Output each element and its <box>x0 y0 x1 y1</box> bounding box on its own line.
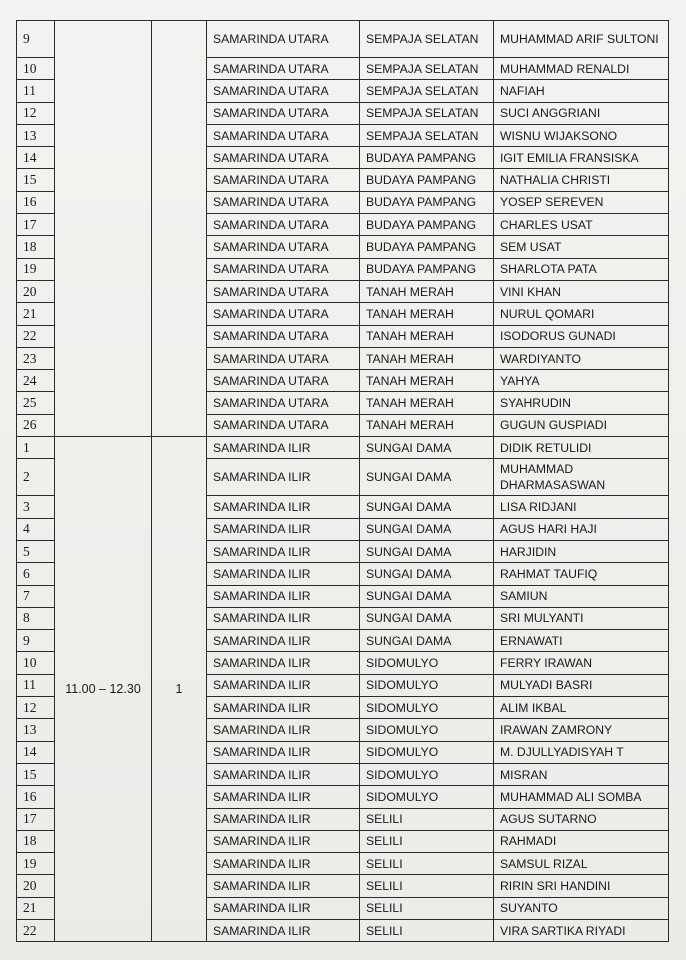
kelurahan-cell: TANAH MERAH <box>360 370 494 392</box>
kecamatan-cell: SAMARINDA UTARA <box>207 347 360 369</box>
kelurahan-cell: SIDOMULYO <box>360 763 494 785</box>
participant-name-cell: IRAWAN ZAMRONY <box>494 719 669 741</box>
kelurahan-cell: SELILI <box>360 853 494 875</box>
kelurahan-cell: SUNGAI DAMA <box>360 518 494 540</box>
row-number-cell: 20 <box>17 875 55 897</box>
row-number-cell: 26 <box>17 414 55 436</box>
kecamatan-cell: SAMARINDA ILIR <box>207 585 360 607</box>
participant-table <box>16 20 669 942</box>
participant-table-body <box>17 21 669 942</box>
participant-name-cell: VINI KHAN <box>494 280 669 302</box>
kecamatan-cell: SAMARINDA ILIR <box>207 697 360 719</box>
row-number-cell: 20 <box>17 280 55 302</box>
participant-name-cell: WISNU WIJAKSONO <box>494 124 669 146</box>
participant-name-cell: SAMIUN <box>494 585 669 607</box>
kelurahan-cell: SELILI <box>360 897 494 919</box>
kecamatan-cell: SAMARINDA UTARA <box>207 102 360 124</box>
kecamatan-cell: SAMARINDA ILIR <box>207 786 360 808</box>
row-number-cell: 18 <box>17 236 55 258</box>
kelurahan-cell: BUDAYA PAMPANG <box>360 258 494 280</box>
kecamatan-cell: SAMARINDA UTARA <box>207 325 360 347</box>
row-number-cell: 5 <box>17 540 55 562</box>
participant-name-cell: MUHAMMAD ALI SOMBA <box>494 786 669 808</box>
kecamatan-cell: SAMARINDA UTARA <box>207 80 360 102</box>
row-number-cell: 8 <box>17 607 55 629</box>
table-row <box>17 437 669 459</box>
time-slot-cell <box>55 21 152 437</box>
kecamatan-cell: SAMARINDA ILIR <box>207 630 360 652</box>
participant-name-cell: SYAHRUDIN <box>494 392 669 414</box>
kecamatan-cell: SAMARINDA ILIR <box>207 830 360 852</box>
participant-name-cell: SUCI ANGGRIANI <box>494 102 669 124</box>
kecamatan-cell: SAMARINDA ILIR <box>207 518 360 540</box>
row-number-cell: 12 <box>17 697 55 719</box>
participant-name-cell: SEM USAT <box>494 236 669 258</box>
participant-name-cell: MISRAN <box>494 763 669 785</box>
kelurahan-cell: SIDOMULYO <box>360 741 494 763</box>
participant-name-cell: ISODORUS GUNADI <box>494 325 669 347</box>
participant-name-cell: ERNAWATI <box>494 630 669 652</box>
participant-name-cell: AGUS HARI HAJI <box>494 518 669 540</box>
kelurahan-cell: TANAH MERAH <box>360 280 494 302</box>
kecamatan-cell: SAMARINDA UTARA <box>207 147 360 169</box>
participant-name-cell: NURUL QOMARI <box>494 303 669 325</box>
time-slot-cell: 11.00 – 12.30 <box>55 437 152 942</box>
kelurahan-cell: BUDAYA PAMPANG <box>360 191 494 213</box>
participant-name-cell: GUGUN GUSPIADI <box>494 414 669 436</box>
row-number-cell: 12 <box>17 102 55 124</box>
kelurahan-cell: BUDAYA PAMPANG <box>360 147 494 169</box>
kelurahan-cell: SEMPAJA SELATAN <box>360 21 494 58</box>
participant-name-cell: YAHYA <box>494 370 669 392</box>
row-number-cell: 21 <box>17 303 55 325</box>
kelurahan-cell: TANAH MERAH <box>360 414 494 436</box>
row-number-cell: 3 <box>17 496 55 518</box>
kecamatan-cell: SAMARINDA ILIR <box>207 741 360 763</box>
participant-name-cell: MULYADI BASRI <box>494 674 669 696</box>
row-number-cell: 2 <box>17 459 55 496</box>
row-number-cell: 13 <box>17 719 55 741</box>
participant-name-cell: LISA RIDJANI <box>494 496 669 518</box>
row-number-cell: 7 <box>17 585 55 607</box>
participant-name-cell: NAFIAH <box>494 80 669 102</box>
kelurahan-cell: SIDOMULYO <box>360 719 494 741</box>
participant-name-cell: WARDIYANTO <box>494 347 669 369</box>
kelurahan-cell: SUNGAI DAMA <box>360 607 494 629</box>
kecamatan-cell: SAMARINDA ILIR <box>207 652 360 674</box>
kelurahan-cell: SELILI <box>360 830 494 852</box>
participant-name-cell: FERRY IRAWAN <box>494 652 669 674</box>
row-number-cell: 4 <box>17 518 55 540</box>
participant-name-cell: AGUS SUTARNO <box>494 808 669 830</box>
kelurahan-cell: BUDAYA PAMPANG <box>360 214 494 236</box>
kelurahan-cell: SIDOMULYO <box>360 674 494 696</box>
kecamatan-cell: SAMARINDA ILIR <box>207 563 360 585</box>
kecamatan-cell: SAMARINDA UTARA <box>207 58 360 80</box>
row-number-cell: 14 <box>17 147 55 169</box>
kecamatan-cell: SAMARINDA ILIR <box>207 607 360 629</box>
participant-name-cell: SAMSUL RIZAL <box>494 853 669 875</box>
row-number-cell: 22 <box>17 325 55 347</box>
kelurahan-cell: SUNGAI DAMA <box>360 459 494 496</box>
kecamatan-cell: SAMARINDA ILIR <box>207 897 360 919</box>
kecamatan-cell: SAMARINDA UTARA <box>207 280 360 302</box>
kecamatan-cell: SAMARINDA ILIR <box>207 763 360 785</box>
kelurahan-cell: SEMPAJA SELATAN <box>360 102 494 124</box>
participant-name-cell: DIDIK RETULIDI <box>494 437 669 459</box>
row-number-cell: 13 <box>17 124 55 146</box>
row-number-cell: 24 <box>17 370 55 392</box>
participant-name-cell: RAHMADI <box>494 830 669 852</box>
kelurahan-cell: SUNGAI DAMA <box>360 630 494 652</box>
kecamatan-cell: SAMARINDA UTARA <box>207 214 360 236</box>
participant-name-cell: CHARLES USAT <box>494 214 669 236</box>
kelurahan-cell: SIDOMULYO <box>360 786 494 808</box>
row-number-cell: 11 <box>17 674 55 696</box>
kecamatan-cell: SAMARINDA UTARA <box>207 191 360 213</box>
participant-name-cell: SHARLOTA PATA <box>494 258 669 280</box>
participant-name-cell: YOSEP SEREVEN <box>494 191 669 213</box>
participant-name-cell: ALIM IKBAL <box>494 697 669 719</box>
participant-name-cell: IGIT EMILIA FRANSISKA <box>494 147 669 169</box>
row-number-cell: 9 <box>17 21 55 58</box>
kecamatan-cell: SAMARINDA ILIR <box>207 919 360 941</box>
row-number-cell: 15 <box>17 763 55 785</box>
participant-name-cell: M. DJULLYADISYAH T <box>494 741 669 763</box>
kecamatan-cell: SAMARINDA UTARA <box>207 236 360 258</box>
row-number-cell: 17 <box>17 808 55 830</box>
kelurahan-cell: SUNGAI DAMA <box>360 496 494 518</box>
kelurahan-cell: SELILI <box>360 919 494 941</box>
row-number-cell: 16 <box>17 786 55 808</box>
row-number-cell: 11 <box>17 80 55 102</box>
kelurahan-cell: TANAH MERAH <box>360 325 494 347</box>
kecamatan-cell: SAMARINDA UTARA <box>207 303 360 325</box>
kelurahan-cell: SUNGAI DAMA <box>360 540 494 562</box>
row-number-cell: 22 <box>17 919 55 941</box>
participant-name-cell: MUHAMMAD RENALDI <box>494 58 669 80</box>
row-number-cell: 25 <box>17 392 55 414</box>
row-number-cell: 10 <box>17 58 55 80</box>
kecamatan-cell: SAMARINDA ILIR <box>207 875 360 897</box>
kelurahan-cell: BUDAYA PAMPANG <box>360 169 494 191</box>
kelurahan-cell: SUNGAI DAMA <box>360 563 494 585</box>
kecamatan-cell: SAMARINDA ILIR <box>207 719 360 741</box>
kelurahan-cell: SIDOMULYO <box>360 652 494 674</box>
kecamatan-cell: SAMARINDA ILIR <box>207 808 360 830</box>
kecamatan-cell: SAMARINDA UTARA <box>207 414 360 436</box>
participant-name-cell: NATHALIA CHRISTI <box>494 169 669 191</box>
row-number-cell: 23 <box>17 347 55 369</box>
row-number-cell: 17 <box>17 214 55 236</box>
kelurahan-cell: TANAH MERAH <box>360 392 494 414</box>
row-number-cell: 14 <box>17 741 55 763</box>
kelurahan-cell: SIDOMULYO <box>360 697 494 719</box>
kecamatan-cell: SAMARINDA ILIR <box>207 674 360 696</box>
row-number-cell: 10 <box>17 652 55 674</box>
kecamatan-cell: SAMARINDA ILIR <box>207 540 360 562</box>
kelurahan-cell: SEMPAJA SELATAN <box>360 80 494 102</box>
participant-name-cell: RAHMAT TAUFIQ <box>494 563 669 585</box>
kelurahan-cell: SELILI <box>360 875 494 897</box>
participant-name-cell: VIRA SARTIKA RIYADI <box>494 919 669 941</box>
kecamatan-cell: SAMARINDA ILIR <box>207 496 360 518</box>
row-number-cell: 16 <box>17 191 55 213</box>
kecamatan-cell: SAMARINDA UTARA <box>207 258 360 280</box>
row-number-cell: 21 <box>17 897 55 919</box>
participant-name-cell: HARJIDIN <box>494 540 669 562</box>
participant-name-cell: MUHAMMAD DHARMASASWAN <box>494 459 669 496</box>
kecamatan-cell: SAMARINDA ILIR <box>207 437 360 459</box>
kecamatan-cell: SAMARINDA UTARA <box>207 169 360 191</box>
participant-name-cell: SRI MULYANTI <box>494 607 669 629</box>
participant-name-cell: RIRIN SRI HANDINI <box>494 875 669 897</box>
table-row <box>17 21 669 58</box>
kecamatan-cell: SAMARINDA ILIR <box>207 459 360 496</box>
kecamatan-cell: SAMARINDA UTARA <box>207 124 360 146</box>
row-number-cell: 1 <box>17 437 55 459</box>
kelurahan-cell: TANAH MERAH <box>360 303 494 325</box>
kecamatan-cell: SAMARINDA ILIR <box>207 853 360 875</box>
row-number-cell: 15 <box>17 169 55 191</box>
kelurahan-cell: SEMPAJA SELATAN <box>360 124 494 146</box>
kelurahan-cell: SELILI <box>360 808 494 830</box>
row-number-cell: 19 <box>17 853 55 875</box>
kelurahan-cell: TANAH MERAH <box>360 347 494 369</box>
row-number-cell: 6 <box>17 563 55 585</box>
kecamatan-cell: SAMARINDA UTARA <box>207 392 360 414</box>
kelurahan-cell: SEMPAJA SELATAN <box>360 58 494 80</box>
participant-name-cell: MUHAMMAD ARIF SULTONI <box>494 21 669 58</box>
row-number-cell: 9 <box>17 630 55 652</box>
kecamatan-cell: SAMARINDA UTARA <box>207 21 360 58</box>
kelurahan-cell: SUNGAI DAMA <box>360 585 494 607</box>
row-number-cell: 19 <box>17 258 55 280</box>
kecamatan-cell: SAMARINDA UTARA <box>207 370 360 392</box>
kelurahan-cell: BUDAYA PAMPANG <box>360 236 494 258</box>
session-cell <box>152 21 207 437</box>
row-number-cell: 18 <box>17 830 55 852</box>
participant-name-cell: SUYANTO <box>494 897 669 919</box>
kelurahan-cell: SUNGAI DAMA <box>360 437 494 459</box>
session-cell: 1 <box>152 437 207 942</box>
